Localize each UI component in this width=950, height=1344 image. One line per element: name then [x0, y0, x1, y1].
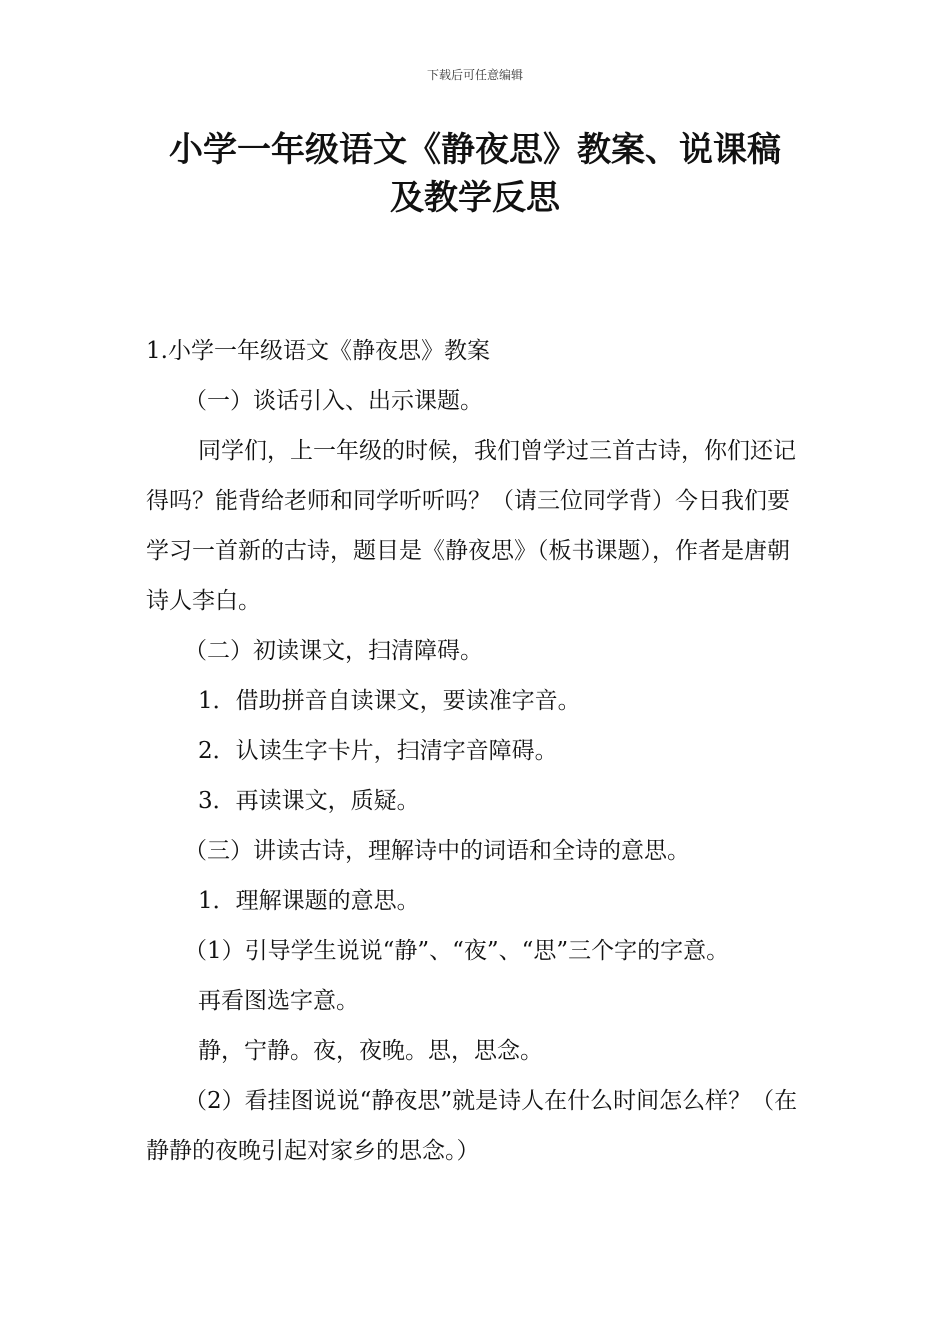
subsection-heading: （二）初读课文，扫清障碍。: [184, 638, 483, 664]
list-item: 3．再读课文，质疑。: [198, 788, 420, 814]
subsection-heading: （三）讲读古诗，理解诗中的词语和全诗的意思。: [184, 838, 690, 864]
title-line-1: 小学一年级语文《静夜思》教案、说课稿: [169, 130, 781, 170]
section-heading: 1.小学一年级语文《静夜思》教案: [146, 338, 490, 364]
body-paragraph: （2）看挂图说说“静夜思”就是诗人在什么时间怎么样？（在静静的夜晚引起对家乡的思念。）: [146, 1088, 798, 1164]
title-line-2: 及教学反思: [390, 178, 560, 218]
page-header-note: 下载后可任意编辑: [426, 68, 523, 82]
body-paragraph: （1）引导学生说说“静”、“夜”、“思”三个字的字意。: [184, 938, 730, 964]
document-title: [0, 126, 950, 222]
body-paragraph: 再看图选字意。: [198, 988, 359, 1014]
document-body: [146, 326, 811, 1176]
list-item: 1．借助拼音自读课文，要读准字音。: [198, 688, 581, 714]
subsection-heading: （一）谈话引入、出示课题。: [184, 388, 483, 414]
list-item: 1．理解课题的意思。: [198, 888, 420, 914]
body-paragraph: 静，宁静。夜，夜晚。思，思念。: [198, 1038, 543, 1064]
list-item: 2．认读生字卡片，扫清字音障碍。: [198, 738, 558, 764]
body-paragraph: 同学们，上一年级的时候，我们曾学过三首古诗，你们还记得吗？能背给老师和同学听听吗？（请三位同学背）今日我们要学习一首新的古诗，题目是《静夜思》（板书课题），作者是唐朝诗人李白。: [146, 438, 796, 614]
